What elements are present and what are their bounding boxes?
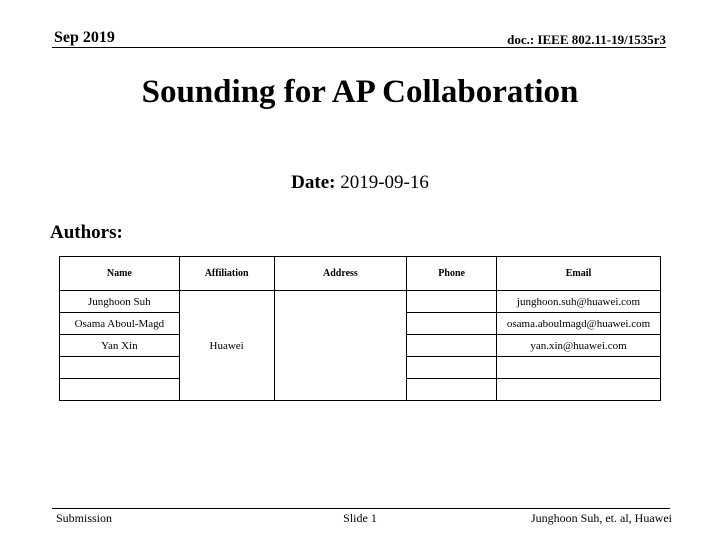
author-email: junghoon.suh@huawei.com [497,291,661,313]
author-phone [407,291,497,313]
slide-title: Sounding for AP Collaboration [141,74,579,110]
author-name: Junghoon Suh [60,291,180,313]
author-email: osama.aboulmagd@huawei.com [497,313,661,335]
header-divider [52,47,666,48]
footer-submission: Submission [56,511,113,525]
header-doc-id: doc.: IEEE 802.11-19/1535r3 [507,32,666,47]
footer-slide-number: Slide 1 [343,511,377,525]
date-value: 2019-09-16 [340,172,429,193]
authors-heading: Authors: [50,222,123,243]
author-email [497,357,661,379]
author-name: Yan Xin [60,335,180,357]
author-email [497,379,661,401]
author-name: Osama Aboul-Magd [60,313,180,335]
author-name [60,379,180,401]
column-header-email: Email [497,257,661,291]
author-phone [407,379,497,401]
footer-author: Junghoon Suh, et. al, Huawei [531,511,672,525]
column-header-affiliation: Affiliation [179,257,274,291]
header-date: Sep 2019 [54,29,115,46]
column-header-phone: Phone [407,257,497,291]
date-label: Date: [291,172,336,193]
authors-table [59,256,661,401]
author-phone [407,313,497,335]
author-affiliation: Huawei [179,291,274,401]
column-header-address: Address [274,257,407,291]
footer-divider [52,508,670,509]
author-email: yan.xin@huawei.com [497,335,661,357]
table-header-row [60,257,661,291]
author-phone [407,335,497,357]
date-line [0,172,720,194]
table-row [60,291,661,313]
author-phone [407,357,497,379]
author-name [60,357,180,379]
column-header-name: Name [60,257,180,291]
author-address [274,291,407,401]
